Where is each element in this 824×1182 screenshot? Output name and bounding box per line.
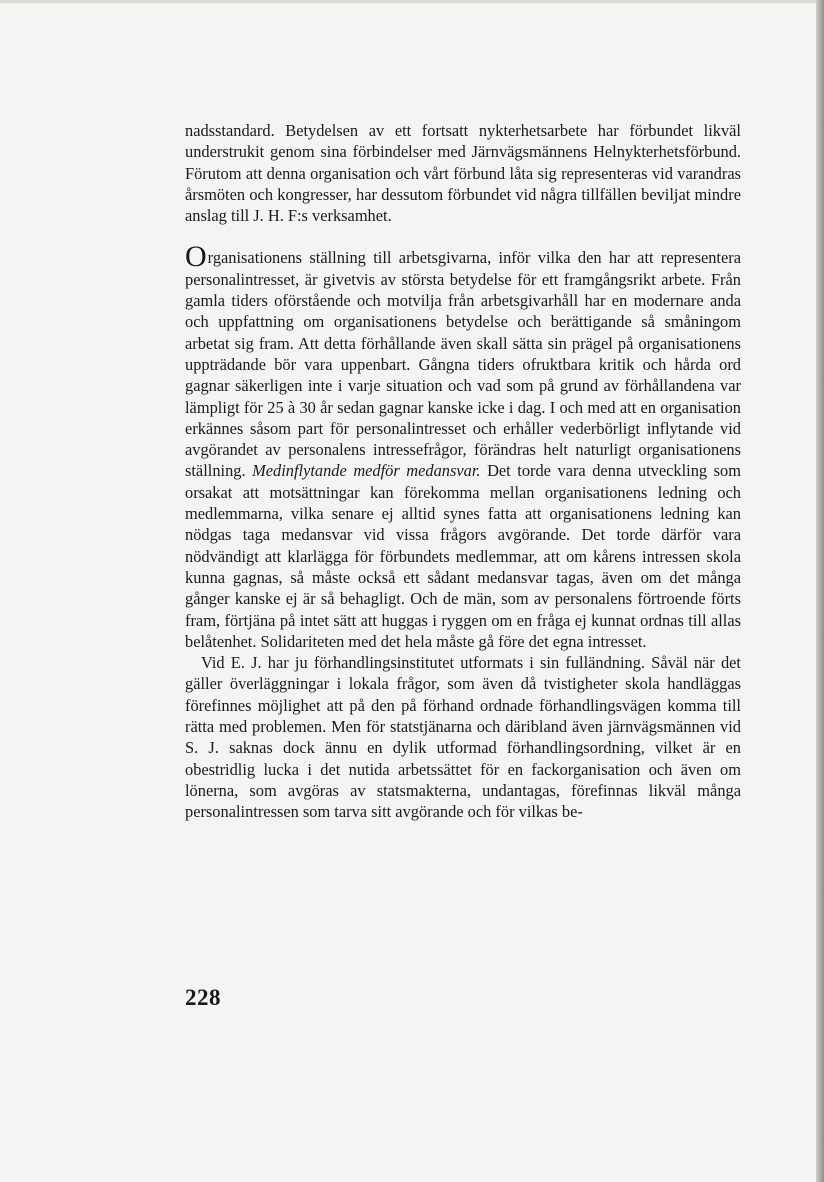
body-text: [185, 120, 741, 823]
paragraph-3: Vid E. J. har ju förhandlingsinstitutet utformats i sin fulländning. Såväl när det gäller överläggningar i lokala frågor, som även då tvistigheter skola handläggas förefinnes möjlighet att på den på förhand ordnade förhandlingsvägen komma till rätta med problemen. Men för statstjänarna och däribland även järnvägsmännen vid S. J. saknas dock ännu en dylik utformad förhandlingsordning, vilket är en obestridlig lucka i det nutida arbetssättet för en fackorganisation och även om lönerna, som avgöras av statsmakterna, undantagas, förefinnas likväl många personalintressen som tarva sitt avgörande och för vilkas be-: [185, 653, 741, 822]
page-number: 228: [185, 985, 221, 1010]
paragraph-2-text-end: Det torde vara denna utveckling som orsakat att motsättningar kan förekomma mellan organisationens ledning och medlemmarna, vilka senare ej alltid synes fatta att organisationens ledning kan nödgas taga medansvar vid vissa frågors avgörande. Det torde därför vara nödvändigt att klarlägga för förbundets medlemmar, att om kårens intressen skola kunna gagnas, så måste också ett sådant medansvar tagas, även om det många gånger kanske ej är så behagligt. Och de män, som av personalens förtroende förts fram, förtjäna på intet sätt att huggas i ryggen om en fråga ej kunnat ordnas till allas belåtenhet. Solidariteten med det hela måste gå före det egna intresset.: [185, 461, 741, 651]
paragraph-2-text-start: rganisationens ställning till arbetsgivarna, inför vilka den har att representera personalintresset, är givetvis av största betydelse för ett framgångsrikt arbete. Från gamla tiders oförstående och motvilja från arbetsgivarhåll har en modernare anda och uppfattning om organisationens betydelse och berättigande så småningom arbetat sig fram. Att detta förhållande även skall sätta sin prägel på organisationens uppträdande bör vara uppenbart. Gångna tiders ofruktbara kritik och hårda ord gagnar säkerligen inte i varje situation och vad som på grund av förhållandena var lämpligt för 25 à 30 år sedan gagnar kanske icke i dag. I och med att en organisation erkännes såsom part för personalintresset och erhåller vederbörligt inflytande vid avgörandet av personalens intressefrågor, förändras helt naturligt organisationens ställning.: [185, 248, 741, 481]
paragraph-1: nadsstandard. Betydelsen av ett fortsatt nykterhetsarbete har förbundet likväl understrukit genom sina förbindelser med Järnvägsmännens Helnykterhetsförbund. Förutom att denna organisation och vårt förbund låta sig representeras vid varandras årsmöten och kongresser, har dessutom förbundet vid några tillfällen beviljat mindre anslag till J. H. F:s verksamhet.: [185, 121, 741, 226]
emphasized-phrase: Medinflytande medför medansvar.: [252, 461, 481, 481]
page-right-edge: [816, 0, 824, 1182]
paragraph-2: [185, 240, 741, 652]
dropcap-letter: O: [185, 240, 207, 274]
page-top-edge: [0, 0, 824, 3]
